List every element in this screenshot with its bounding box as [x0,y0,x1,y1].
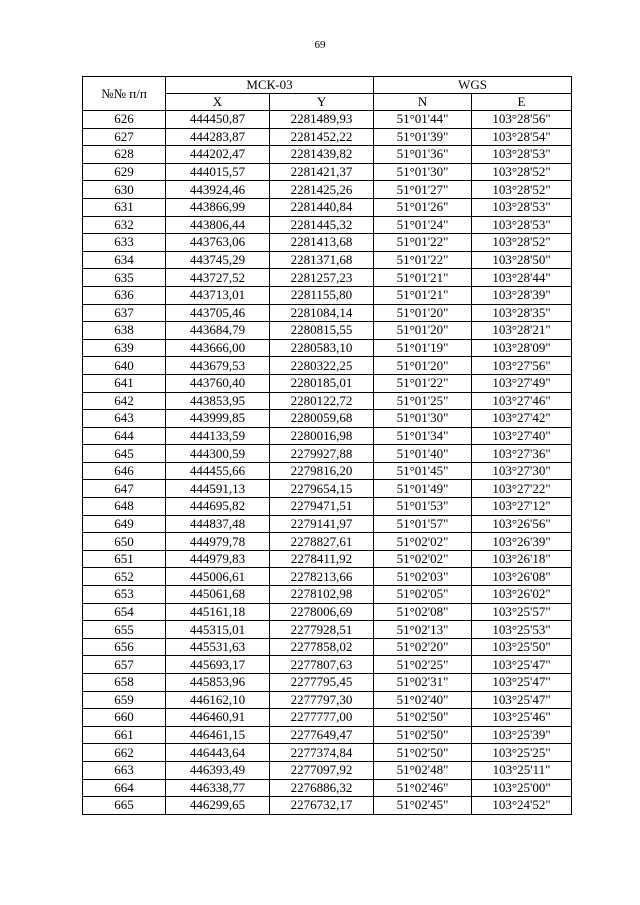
table-row [83,216,572,234]
cell-n: 51°01'22" [374,374,472,392]
cell-point-number: 663 [83,761,166,779]
cell-y: 2278411,92 [270,550,374,568]
cell-y: 2279654,15 [270,480,374,498]
cell-x: 446393,49 [166,761,270,779]
cell-n: 51°01'21" [374,269,472,287]
table-row [83,445,572,463]
cell-x: 445315,01 [166,621,270,639]
cell-point-number: 664 [83,779,166,797]
cell-y: 2278213,66 [270,568,374,586]
cell-point-number: 638 [83,322,166,340]
cell-n: 51°01'26" [374,198,472,216]
cell-point-number: 642 [83,392,166,410]
table-row [83,374,572,392]
cell-x: 446338,77 [166,779,270,797]
cell-e: 103°27'22" [472,480,572,498]
table-row [83,410,572,428]
cell-x: 445006,61 [166,568,270,586]
cell-e: 103°28'44" [472,269,572,287]
cell-x: 444300,59 [166,445,270,463]
cell-x: 445531,63 [166,638,270,656]
table-row [83,304,572,322]
cell-e: 103°26'56" [472,515,572,533]
cell-n: 51°01'25" [374,392,472,410]
cell-point-number: 639 [83,339,166,357]
cell-y: 2278006,69 [270,603,374,621]
header-point-number: №№ п/п [83,77,166,111]
cell-y: 2281452,22 [270,128,374,146]
cell-x: 443713,01 [166,286,270,304]
table-row [83,480,572,498]
cell-x: 446460,91 [166,709,270,727]
cell-n: 51°01'20" [374,357,472,375]
cell-n: 51°01'49" [374,480,472,498]
cell-x: 444283,87 [166,128,270,146]
cell-n: 51°02'02" [374,533,472,551]
table-row [83,234,572,252]
cell-n: 51°01'22" [374,251,472,269]
cell-n: 51°02'50" [374,744,472,762]
cell-e: 103°25'50" [472,638,572,656]
cell-e: 103°26'39" [472,533,572,551]
cell-n: 51°02'20" [374,638,472,656]
table-row [83,111,572,129]
cell-x: 443866,99 [166,198,270,216]
cell-n: 51°02'45" [374,797,472,815]
cell-y: 2277374,84 [270,744,374,762]
cell-n: 51°01'22" [374,234,472,252]
cell-n: 51°02'50" [374,726,472,744]
cell-x: 443763,06 [166,234,270,252]
table-row [83,533,572,551]
cell-n: 51°02'08" [374,603,472,621]
cell-x: 444455,66 [166,462,270,480]
cell-y: 2281371,68 [270,251,374,269]
cell-n: 51°02'31" [374,674,472,692]
header-x: X [166,94,270,111]
cell-y: 2280185,01 [270,374,374,392]
cell-x: 446461,15 [166,726,270,744]
cell-n: 51°01'39" [374,128,472,146]
table-row [83,515,572,533]
table-row [83,691,572,709]
table-row [83,603,572,621]
table-row [83,163,572,181]
cell-y: 2278827,61 [270,533,374,551]
cell-e: 103°28'52" [472,181,572,199]
cell-e: 103°28'53" [472,198,572,216]
cell-n: 51°01'24" [374,216,472,234]
cell-e: 103°25'25" [472,744,572,762]
cell-e: 103°25'11" [472,761,572,779]
cell-n: 51°02'03" [374,568,472,586]
cell-e: 103°24'52" [472,797,572,815]
cell-point-number: 644 [83,427,166,445]
cell-n: 51°02'02" [374,550,472,568]
cell-point-number: 635 [83,269,166,287]
cell-e: 103°25'39" [472,726,572,744]
table-header [83,77,572,111]
cell-n: 51°01'40" [374,445,472,463]
cell-e: 103°25'47" [472,691,572,709]
table-row [83,269,572,287]
table-row [83,779,572,797]
cell-point-number: 629 [83,163,166,181]
cell-y: 2281489,93 [270,111,374,129]
cell-x: 444979,83 [166,550,270,568]
table-row [83,709,572,727]
cell-point-number: 653 [83,586,166,604]
cell-e: 103°27'36" [472,445,572,463]
cell-e: 103°28'52" [472,234,572,252]
cell-e: 103°28'54" [472,128,572,146]
cell-x: 445061,68 [166,586,270,604]
cell-point-number: 665 [83,797,166,815]
cell-y: 2281439,82 [270,146,374,164]
cell-e: 103°26'02" [472,586,572,604]
cell-point-number: 657 [83,656,166,674]
cell-x: 446299,65 [166,797,270,815]
cell-y: 2281445,32 [270,216,374,234]
cell-x: 443679,53 [166,357,270,375]
cell-y: 2280322,25 [270,357,374,375]
cell-point-number: 631 [83,198,166,216]
table-row [83,674,572,692]
cell-y: 2281440,84 [270,198,374,216]
cell-n: 51°01'45" [374,462,472,480]
table-row [83,638,572,656]
cell-n: 51°02'05" [374,586,472,604]
cell-e: 103°28'35" [472,304,572,322]
cell-y: 2281425,26 [270,181,374,199]
cell-point-number: 662 [83,744,166,762]
cell-x: 443727,52 [166,269,270,287]
table-row [83,128,572,146]
header-wgs: WGS [374,77,572,94]
table-row [83,286,572,304]
cell-e: 103°25'00" [472,779,572,797]
cell-point-number: 661 [83,726,166,744]
table-row [83,462,572,480]
cell-y: 2279816,20 [270,462,374,480]
cell-x: 444133,59 [166,427,270,445]
cell-point-number: 626 [83,111,166,129]
cell-e: 103°26'18" [472,550,572,568]
cell-n: 51°01'36" [374,146,472,164]
cell-y: 2281257,23 [270,269,374,287]
cell-e: 103°27'56" [472,357,572,375]
cell-n: 51°02'50" [374,709,472,727]
cell-x: 446162,10 [166,691,270,709]
cell-point-number: 654 [83,603,166,621]
table-row [83,656,572,674]
cell-x: 443924,46 [166,181,270,199]
cell-y: 2280016,98 [270,427,374,445]
cell-point-number: 658 [83,674,166,692]
cell-point-number: 632 [83,216,166,234]
cell-y: 2280059,68 [270,410,374,428]
cell-y: 2279471,51 [270,498,374,516]
cell-n: 51°01'57" [374,515,472,533]
cell-y: 2277928,51 [270,621,374,639]
cell-point-number: 640 [83,357,166,375]
cell-x: 443745,29 [166,251,270,269]
cell-y: 2281155,80 [270,286,374,304]
cell-x: 444979,78 [166,533,270,551]
cell-x: 444837,48 [166,515,270,533]
cell-e: 103°25'53" [472,621,572,639]
header-e: E [472,94,572,111]
table-row [83,146,572,164]
cell-y: 2281084,14 [270,304,374,322]
cell-e: 103°27'46" [472,392,572,410]
cell-n: 51°01'27" [374,181,472,199]
cell-y: 2280583,10 [270,339,374,357]
table-row [83,744,572,762]
cell-y: 2277797,30 [270,691,374,709]
table-body [83,111,572,815]
table-row [83,322,572,340]
cell-x: 443705,46 [166,304,270,322]
cell-y: 2277858,02 [270,638,374,656]
cell-point-number: 628 [83,146,166,164]
cell-point-number: 648 [83,498,166,516]
cell-point-number: 627 [83,128,166,146]
table-row [83,198,572,216]
page-number: 69 [314,39,326,51]
cell-n: 51°01'53" [374,498,472,516]
table-row [83,357,572,375]
cell-n: 51°02'13" [374,621,472,639]
cell-n: 51°02'46" [374,779,472,797]
cell-e: 103°26'08" [472,568,572,586]
cell-y: 2277097,92 [270,761,374,779]
cell-y: 2279141,97 [270,515,374,533]
cell-y: 2277795,45 [270,674,374,692]
cell-x: 443853,95 [166,392,270,410]
cell-e: 103°28'53" [472,216,572,234]
cell-y: 2281413,68 [270,234,374,252]
cell-point-number: 660 [83,709,166,727]
cell-point-number: 649 [83,515,166,533]
cell-e: 103°27'12" [472,498,572,516]
cell-point-number: 637 [83,304,166,322]
table-row [83,726,572,744]
cell-e: 103°25'46" [472,709,572,727]
cell-n: 51°02'40" [374,691,472,709]
cell-x: 443806,44 [166,216,270,234]
cell-n: 51°01'21" [374,286,472,304]
cell-x: 446443,64 [166,744,270,762]
cell-e: 103°28'53" [472,146,572,164]
cell-x: 445693,17 [166,656,270,674]
cell-x: 443999,85 [166,410,270,428]
header-n: N [374,94,472,111]
table-row [83,181,572,199]
cell-e: 103°27'49" [472,374,572,392]
cell-x: 445853,96 [166,674,270,692]
cell-n: 51°01'20" [374,322,472,340]
cell-e: 103°28'09" [472,339,572,357]
table-row [83,797,572,815]
cell-e: 103°28'50" [472,251,572,269]
coordinates-table [82,76,572,815]
header-y: Y [270,94,374,111]
cell-y: 2277807,63 [270,656,374,674]
cell-point-number: 650 [83,533,166,551]
cell-e: 103°25'57" [472,603,572,621]
cell-e: 103°25'47" [472,656,572,674]
cell-x: 444591,13 [166,480,270,498]
cell-y: 2279927,88 [270,445,374,463]
cell-y: 2277649,47 [270,726,374,744]
cell-e: 103°28'56" [472,111,572,129]
cell-point-number: 652 [83,568,166,586]
cell-x: 444450,87 [166,111,270,129]
cell-point-number: 633 [83,234,166,252]
cell-x: 443666,00 [166,339,270,357]
cell-x: 444695,82 [166,498,270,516]
cell-e: 103°28'52" [472,163,572,181]
cell-point-number: 651 [83,550,166,568]
cell-e: 103°27'42" [472,410,572,428]
cell-e: 103°28'39" [472,286,572,304]
table-row [83,392,572,410]
table-row [83,761,572,779]
cell-n: 51°02'25" [374,656,472,674]
cell-x: 444202,47 [166,146,270,164]
cell-point-number: 646 [83,462,166,480]
cell-point-number: 656 [83,638,166,656]
cell-point-number: 636 [83,286,166,304]
cell-point-number: 655 [83,621,166,639]
table-row [83,586,572,604]
table-row [83,550,572,568]
cell-y: 2278102,98 [270,586,374,604]
cell-n: 51°02'48" [374,761,472,779]
table-row [83,621,572,639]
table-row [83,498,572,516]
cell-point-number: 634 [83,251,166,269]
cell-y: 2276732,17 [270,797,374,815]
cell-n: 51°01'44" [374,111,472,129]
table-row [83,339,572,357]
cell-x: 444015,57 [166,163,270,181]
cell-point-number: 645 [83,445,166,463]
table-row [83,427,572,445]
cell-y: 2280122,72 [270,392,374,410]
cell-n: 51°01'34" [374,427,472,445]
cell-y: 2276886,32 [270,779,374,797]
cell-e: 103°28'21" [472,322,572,340]
cell-n: 51°01'30" [374,163,472,181]
cell-point-number: 643 [83,410,166,428]
cell-n: 51°01'30" [374,410,472,428]
header-msk03: МСК-03 [166,77,374,94]
table-row [83,251,572,269]
cell-e: 103°27'30" [472,462,572,480]
cell-n: 51°01'19" [374,339,472,357]
cell-x: 443760,40 [166,374,270,392]
cell-e: 103°25'47" [472,674,572,692]
cell-y: 2280815,55 [270,322,374,340]
cell-point-number: 630 [83,181,166,199]
cell-n: 51°01'20" [374,304,472,322]
cell-x: 445161,18 [166,603,270,621]
cell-x: 443684,79 [166,322,270,340]
cell-y: 2281421,37 [270,163,374,181]
cell-point-number: 641 [83,374,166,392]
cell-point-number: 647 [83,480,166,498]
cell-y: 2277777,00 [270,709,374,727]
table-row [83,568,572,586]
cell-e: 103°27'40" [472,427,572,445]
cell-point-number: 659 [83,691,166,709]
